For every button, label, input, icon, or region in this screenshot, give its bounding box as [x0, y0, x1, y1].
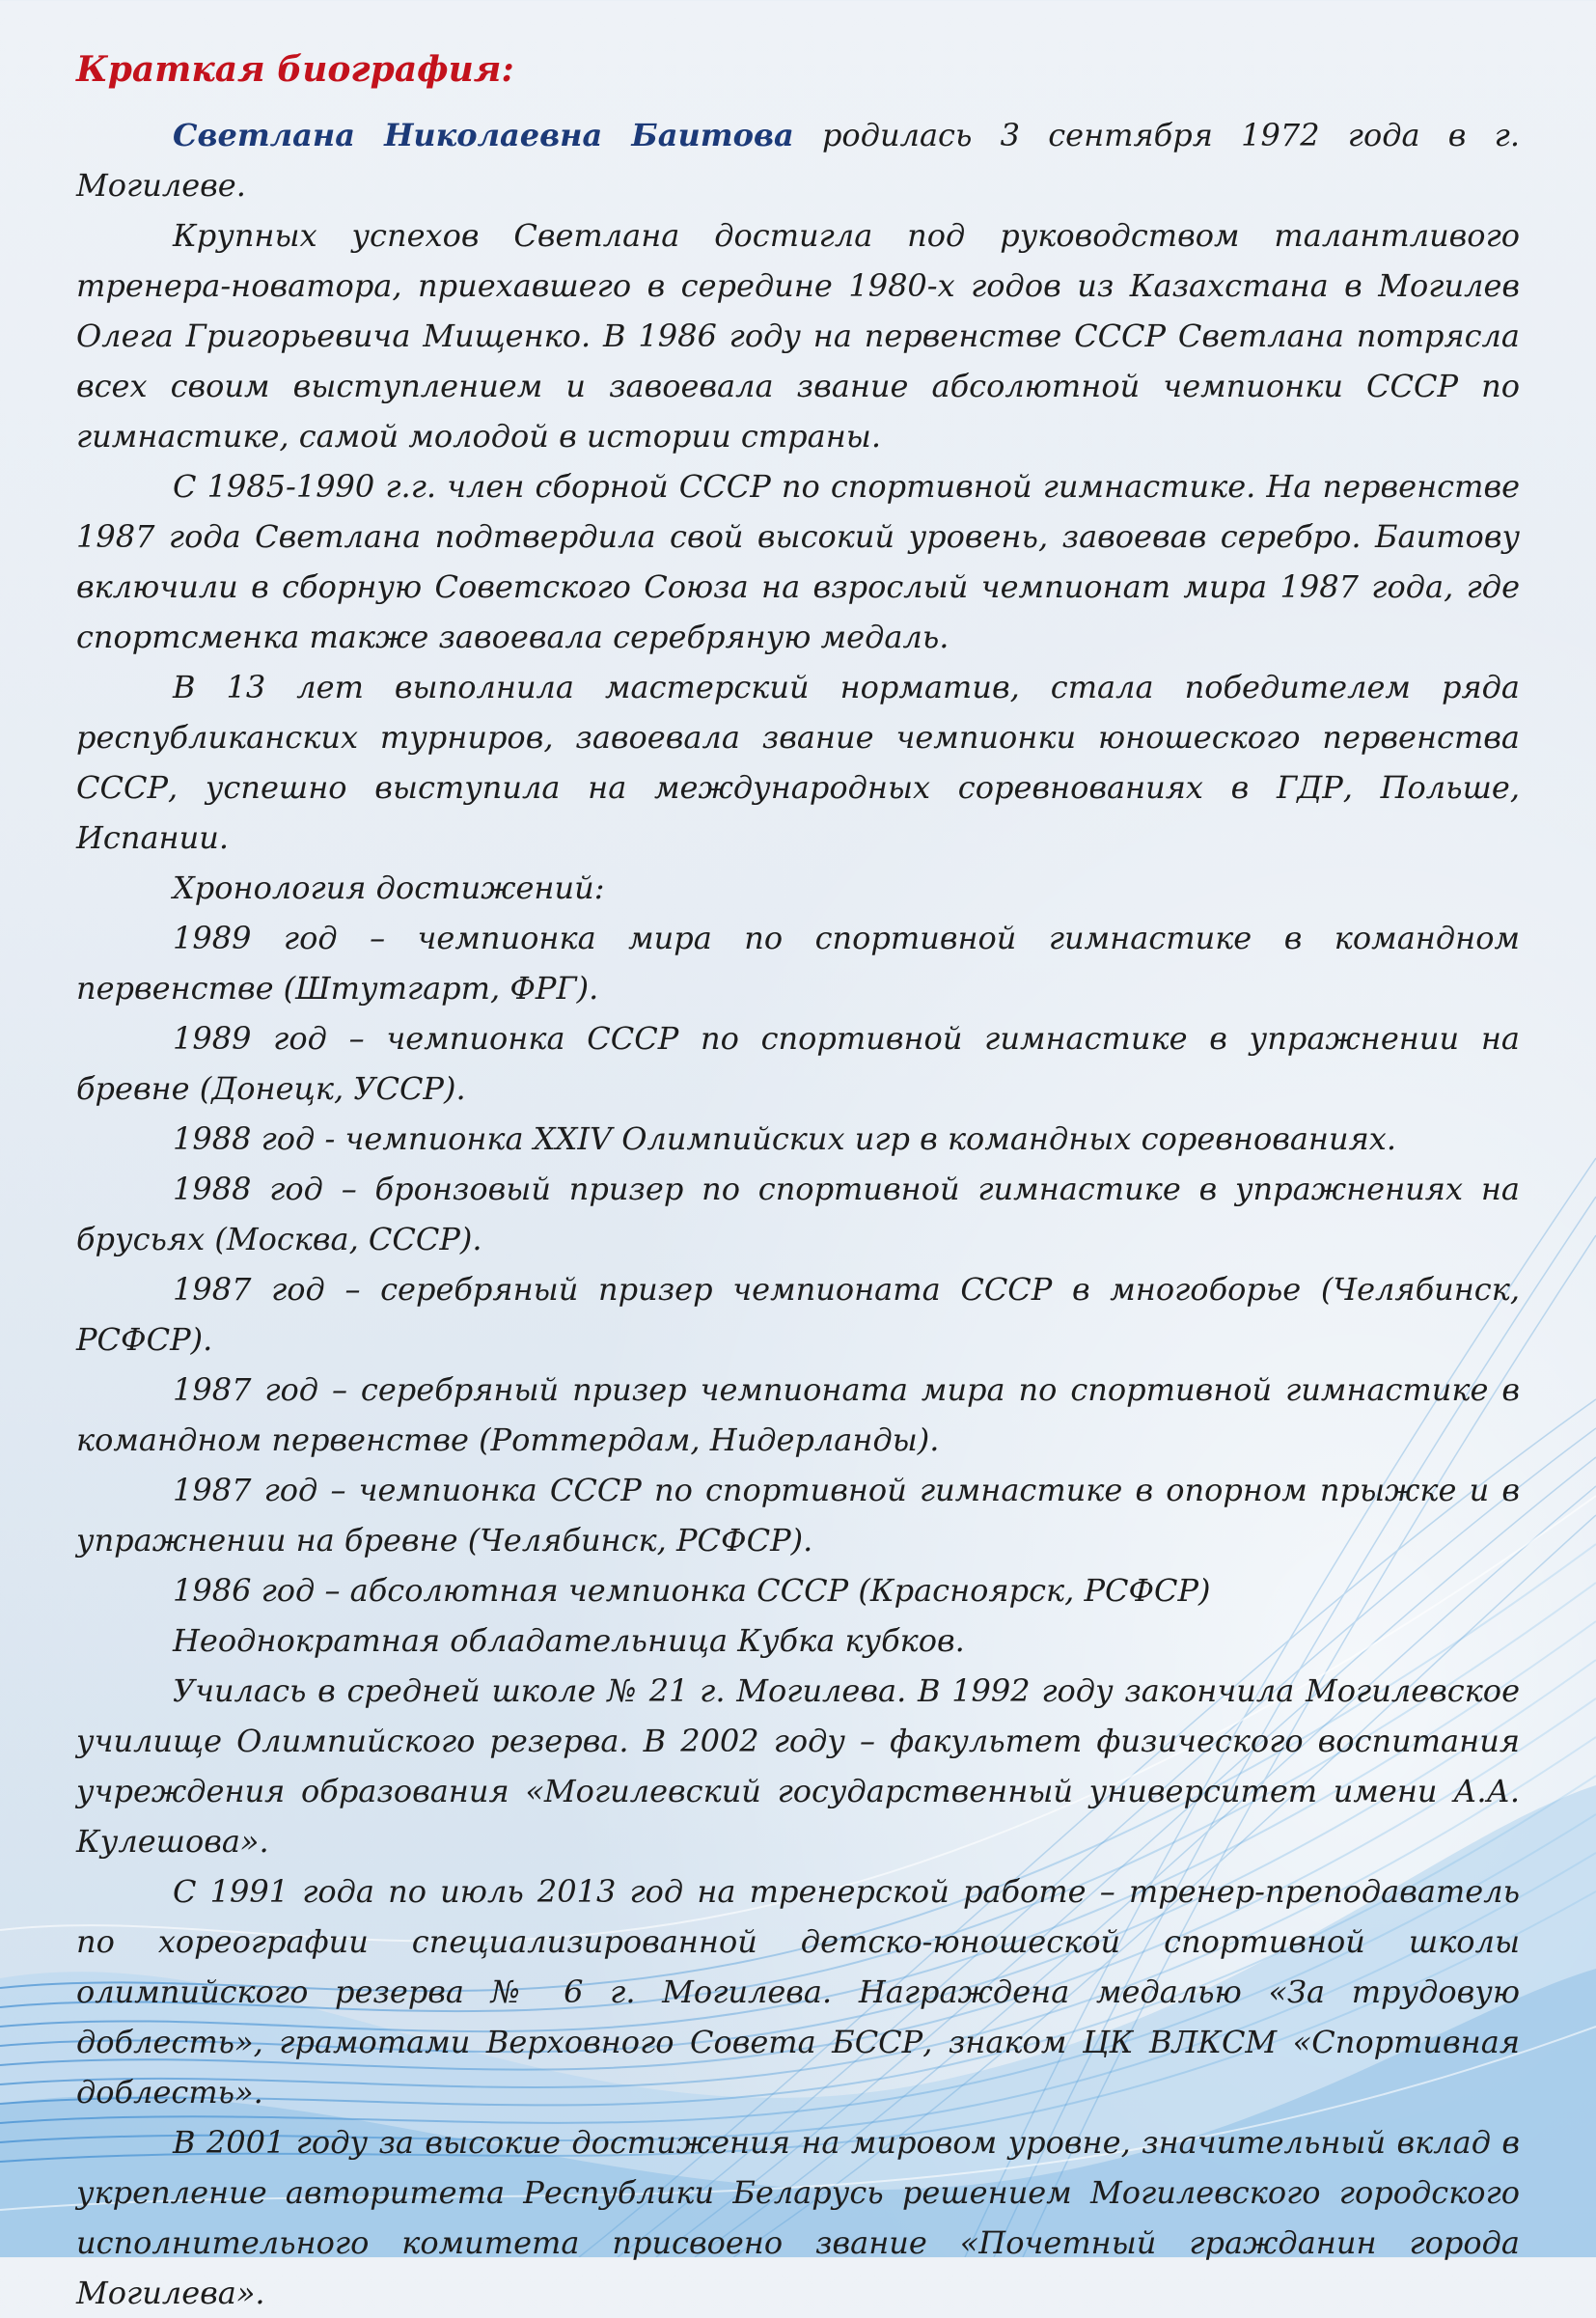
achievement-item: 1989 год – чемпионка мира по спортивной гимнастике в командном первенстве (Штутгарт, ФРГ). [76, 920, 1520, 1007]
achievement-item: 1987 год – серебряный призер чемпионата мира по спортивной гимнастике в командном первенстве (Роттердам, Нидерланды). [76, 1371, 1520, 1458]
achievement-item: 1987 год – чемпионка СССР по спортивной гимнастике в опорном прыжке и в упражнении на бревне (Челябинск, РСФСР). [76, 1472, 1520, 1559]
paragraph: С 1985-1990 г.г. член сборной СССР по спортивной гимнастике. На первенстве 1987 года Светлана подтвердила свой высокий уровень, завоевав серебро. Баитову включили в сборную Советского Союза на взрослый чемпионат мира 1987 года, где спортсменка также завоевала серебряную медаль. [76, 468, 1520, 655]
achievement-item: 1989 год – чемпионка СССР по спортивной гимнастике в упражнении на бревне (Донецк, УССР). [76, 1020, 1520, 1107]
achievement-item: Неоднократная обладательница Кубка кубков. [173, 1622, 965, 1659]
chronology-heading: Хронология достижений: [173, 869, 605, 906]
paragraph: В 2001 году за высокие достижения на мировом уровне, значительный вклад в укрепление авторитета Республики Беларусь решением Могилевского городского исполнительного комитета присвоено звание «Почетный гражданин города Могилева». [76, 2124, 1520, 2311]
paragraph: Крупных успехов Светлана достигла под руководством талантливого тренера-новатора, приехавшего в середине 1980-х годов из Казахстана в Могилев Олега Григорьевича Мищенко. В 1986 году на первенстве СССР Светлана потрясла всех своим выступлением и завоевала звание абсолютной чемпионки СССР по гимнастике, самой молодой в истории страны. [76, 217, 1520, 455]
biography-document [76, 39, 1520, 2318]
paragraph: Училась в средней школе № 21 г. Могилева. В 1992 году закончила Могилевское училище Олимпийского резерва. В 2002 году – факультет физического воспитания учреждения образования «Могилевский государственный университет имени А.А. Кулешова». [76, 1672, 1520, 1860]
person-name: Светлана Николаевна Баитова [173, 117, 794, 153]
document-heading: Краткая биография: [76, 49, 514, 90]
achievement-item: 1986 год – абсолютная чемпионка СССР (Красноярск, РСФСР) [173, 1572, 1211, 1609]
achievement-item: 1987 год – серебряный призер чемпионата СССР в многоборье (Челябинск, РСФСР). [76, 1271, 1520, 1358]
intro-paragraph [76, 110, 1520, 210]
paragraph: С 1991 года по июль 2013 год на тренерской работе – тренер-преподаватель по хореографии специализированной детско-юношеской спортивной школы олимпийского резерва № 6 г. Могилева. Награждена медалью «За трудовую доблесть», грамотами Верховного Совета БССР, знаком ЦК ВЛКСМ «Спортивная доблесть». [76, 1873, 1520, 2111]
paragraph: В 13 лет выполнила мастерский норматив, стала победителем ряда республиканских турниров, завоевала звание чемпионки юношеского первенства СССР, успешно выступила на международных соревнованиях в ГДР, Польше, Испании. [76, 669, 1520, 856]
achievement-item: 1988 год - чемпионка XXIV Олимпийских игр в командных соревнованиях. [173, 1120, 1397, 1157]
intro-text: родилась 3 сентября 1972 года в г. Могилеве. [76, 117, 1521, 204]
achievement-item: 1988 год – бронзовый призер по спортивной гимнастике в упражнениях на брусьях (Москва, СССР). [76, 1171, 1520, 1257]
